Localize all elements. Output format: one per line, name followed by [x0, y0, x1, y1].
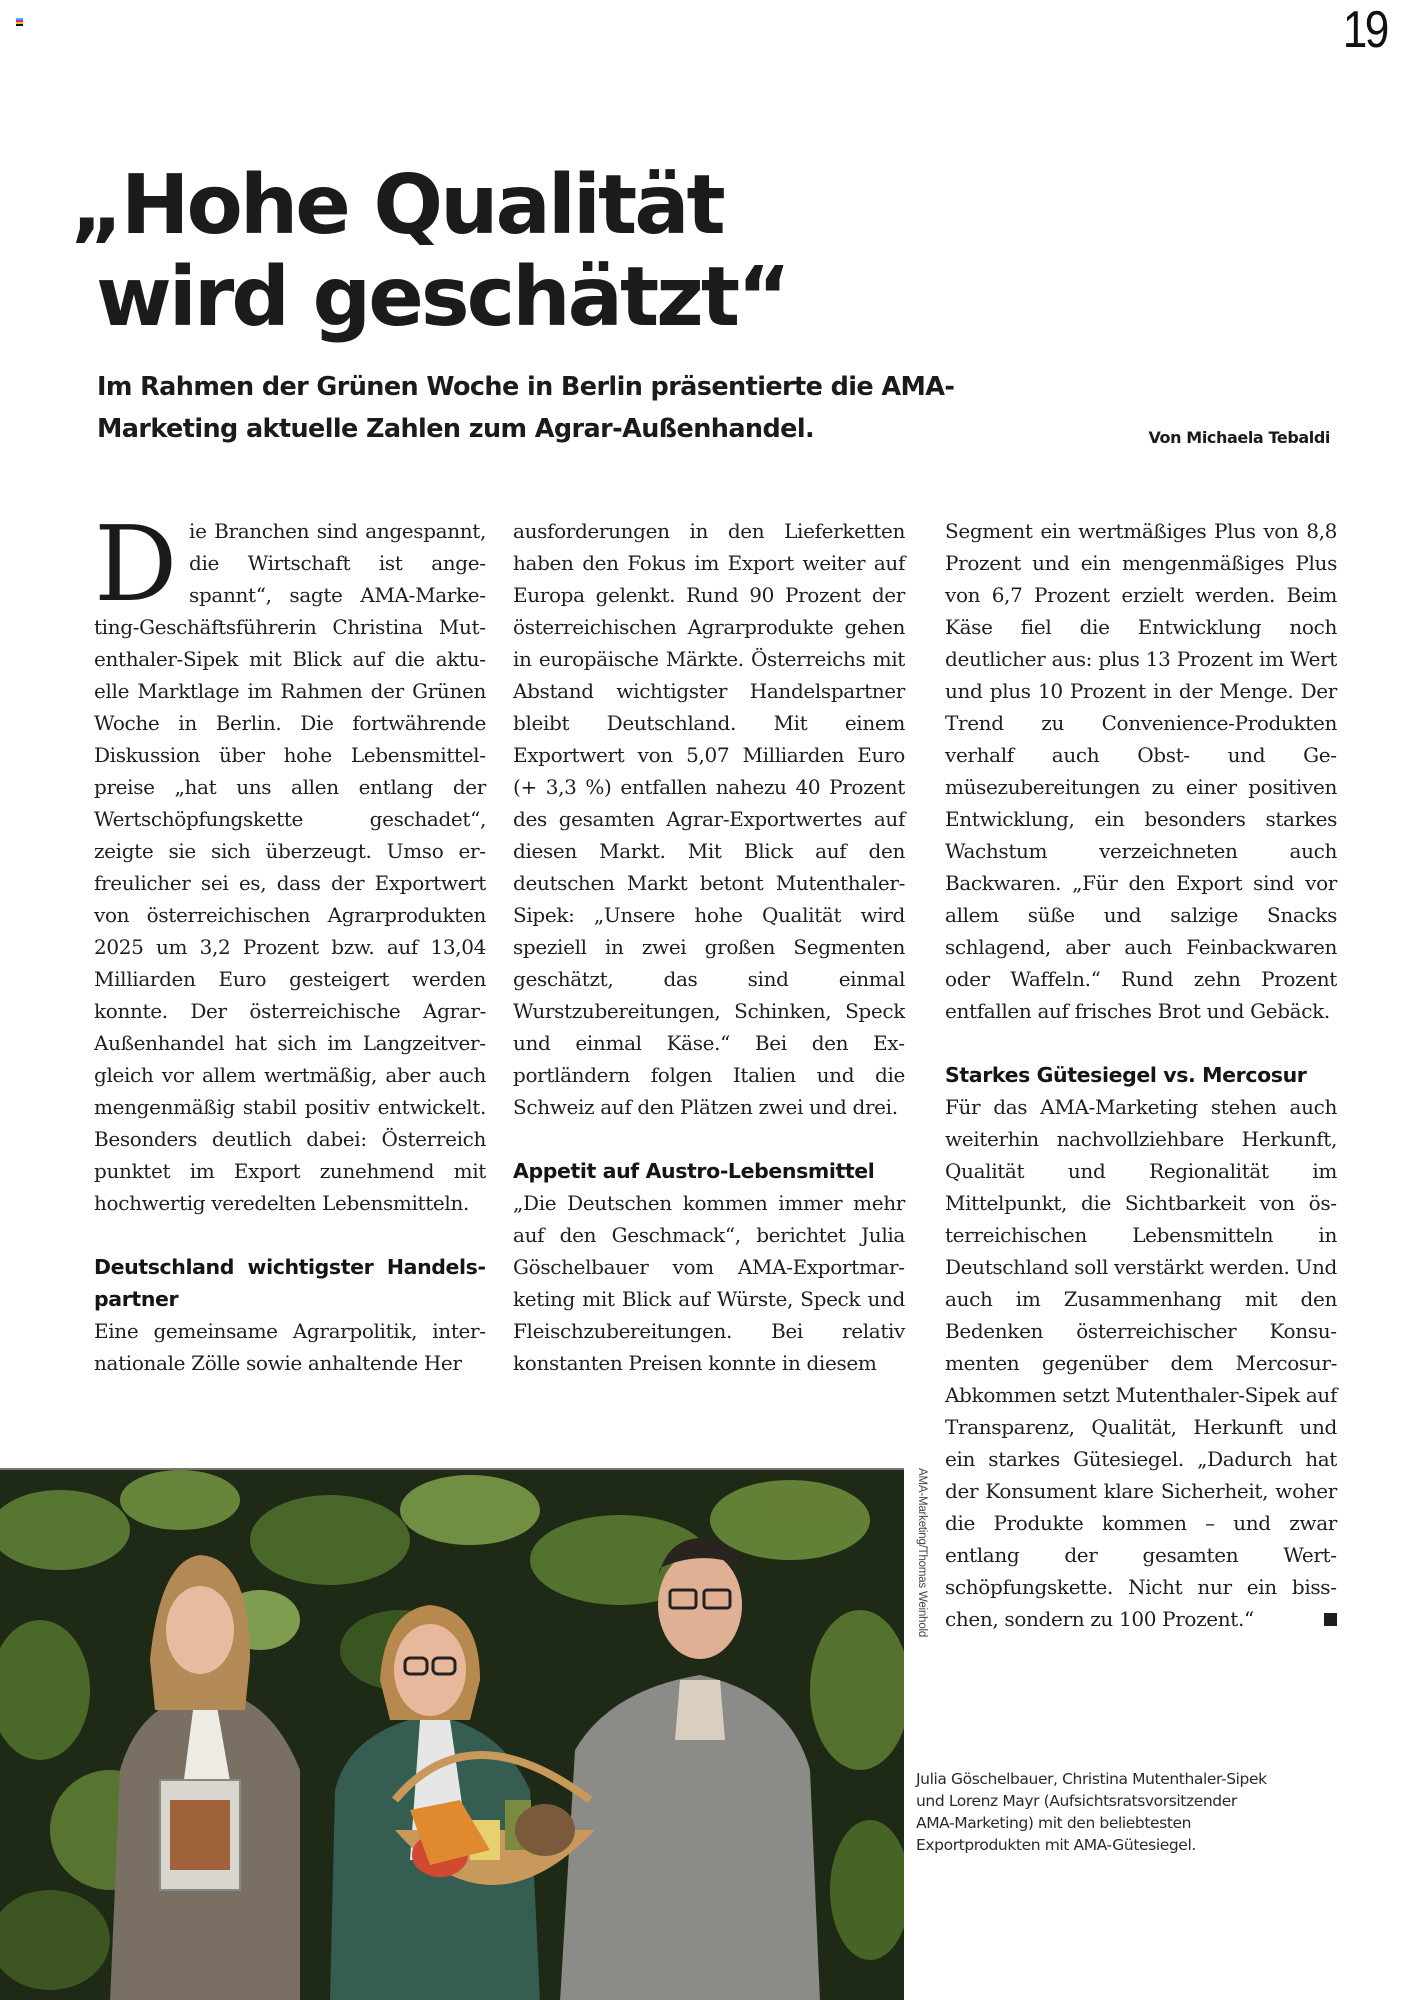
spacer [94, 1219, 486, 1251]
headline [70, 160, 970, 344]
byline: Von Michaela Tebaldi [1148, 428, 1330, 447]
paragraph: Segment ein wertmäßiges Plus von 8,8 Prozent und ein mengenmäßiges Plus von 6,7 Prozent erzielt werden. Beim Käse fiel die Entwicklung noch deutlicher aus: plus 13 Prozent im Wert und plus 10 Prozent in der Menge. Der Trend zu Convenience-Produkten verhalf auch Obst- und Gemüsezubereitungen zu einer positiven Entwicklung, ein besonders starkes Wachstum verzeichneten auch Backwaren. „Für den Export sind vor allem süße und salzige Snacks schlagend, aber auch Feinbackwaren oder Waffeln.“ Rund zehn Prozent entfallen auf frisches Brot und Gebäck. [945, 519, 1337, 1023]
article-column-2 [513, 515, 905, 1379]
photo-credit: AMA-Marketing/Thomas Weinhold [916, 1468, 928, 1638]
page-number: 19 [1342, 1, 1387, 59]
caption-line: AMA-Marketing) mit den beliebtesten [916, 1814, 1192, 1832]
caption-line: Julia Göschelbauer, Christina Mutenthaler-Sipek [916, 1770, 1267, 1788]
article-column-1 [94, 503, 486, 1379]
section-text: „Die Deutschen kommen immer mehr auf den Geschmack“, berichtet Julia Göschelbauer vom AMA-Exportmarketing mit Blick auf Würste, Speck und Fleischzubereitungen. Bei relativ konstanten Preisen konnte in diesem [513, 1191, 905, 1375]
headline-line-1: „Hohe Qualität [70, 158, 723, 253]
subheadline: Im Rahmen der Grünen Woche in Berlin präsentierte die AMA-Marketing aktuelle Zahlen zum Agrar-Außenhandel. [97, 372, 955, 444]
section-heading-deutschland: Deutschland wichtigster Handelspartner [94, 1255, 486, 1311]
caption-line: und Lorenz Mayr (Aufsichtsratsvorsitzender [916, 1792, 1237, 1810]
intro-text: ie Branchen sind angespannt, die Wirtschaft ist angespannt“, sagte AMA-Marketing-Geschäftsführerin Christina Mutenthaler-Sipek mit Blick auf die aktuelle Marktlage im Rahmen der Grünen Woche in Berlin. Die fortwährende Diskussion über hohe Lebensmittelpreise „hat uns allen entlang der Wertschöpfungskette geschadet“, zeigte sie sich überzeugt. Umso erfreulicher sei es, dass der Exportwert von österreichischen Agrarprodukten 2025 um 3,2 Prozent bzw. auf 13,04 Milliarden Euro gesteigert werden konnte. Der österreichische Agrar-Außenhandel hat sich im Langzeitvergleich vor allem wertmäßig, aber auch mengenmäßig stabil positiv entwickelt. Besonders deutlich dabei: Österreich punktet im Export zunehmend mit hochwertig veredelten Lebensmitteln. [94, 519, 486, 1215]
color-mark-black [16, 24, 23, 26]
spacer [513, 1123, 905, 1155]
headline-line-2: wird geschätzt“ [96, 250, 788, 345]
photo-caption [916, 1768, 1336, 1856]
intro-paragraph [94, 503, 486, 1219]
paragraph: ausforderungen in den Lieferketten haben den Fokus im Export weiter auf Europa gelenkt. Rund 90 Prozent der österreichischen Agrarprodukte gehen in europäische Märkte. Österreichs mit Abstand wichtigster Handelspartner bleibt Deutschland. Mit einem Exportwert von 5,07 Milliarden Euro (+ 3,3 %) entfallen nahezu 40 Prozent des gesamten Agrar-Exportwertes auf diesen Markt. Mit Blick auf den deutschen Markt betont Mutenthaler-Sipek: „Unsere hohe Qualität wird speziell in zwei großen Segmenten geschätzt, das sind einmal Wurstzubereitungen, Schinken, Speck und einmal Käse.“ Bei den Exportländern folgen Italien und die Schweiz auf den Plätzen zwei und drei. [513, 519, 905, 1119]
print-color-marks [16, 18, 23, 26]
article-end-mark-icon [1324, 1613, 1337, 1626]
section-text: Eine gemeinsame Agrarpolitik, internationale Zölle sowie anhaltende Her [94, 1319, 486, 1375]
section-heading-guetesiegel: Starkes Gütesiegel vs. Mercosur [945, 1063, 1307, 1087]
section-text: Für das AMA-Marketing stehen auch weiterhin nachvollziehbare Herkunft, Qualität und Regionalität im Mittelpunkt, die Sichtbarkeit von österreichischen Lebensmitteln in Deutschland soll verstärkt werden. Und auch im Zusammenhang mit den Bedenken österreichischer Konsumenten gegenüber dem Mercosur-Abkommen setzt Mutenthaler-Sipek auf Transparenz, Qualität, Herkunft und ein starkes Gütesiegel. „Dadurch hat der Konsument klare Sicherheit, woher die Produkte kommen – und zwar entlang der gesamten Wertschöpfungskette. Nicht nur ein bisschen, sondern zu 100 Prozent.“ [945, 1095, 1337, 1631]
spacer [945, 1027, 1337, 1059]
photo-illustration [0, 1470, 904, 2000]
dropcap: D [94, 503, 178, 625]
section-heading-appetit: Appetit auf Austro-Lebensmittel [513, 1159, 875, 1183]
caption-line: Exportprodukten mit AMA-Gütesiegel. [916, 1836, 1196, 1854]
final-paragraph [945, 1091, 1337, 1635]
article-photo [0, 1468, 904, 2000]
article-column-3 [945, 515, 1337, 1635]
